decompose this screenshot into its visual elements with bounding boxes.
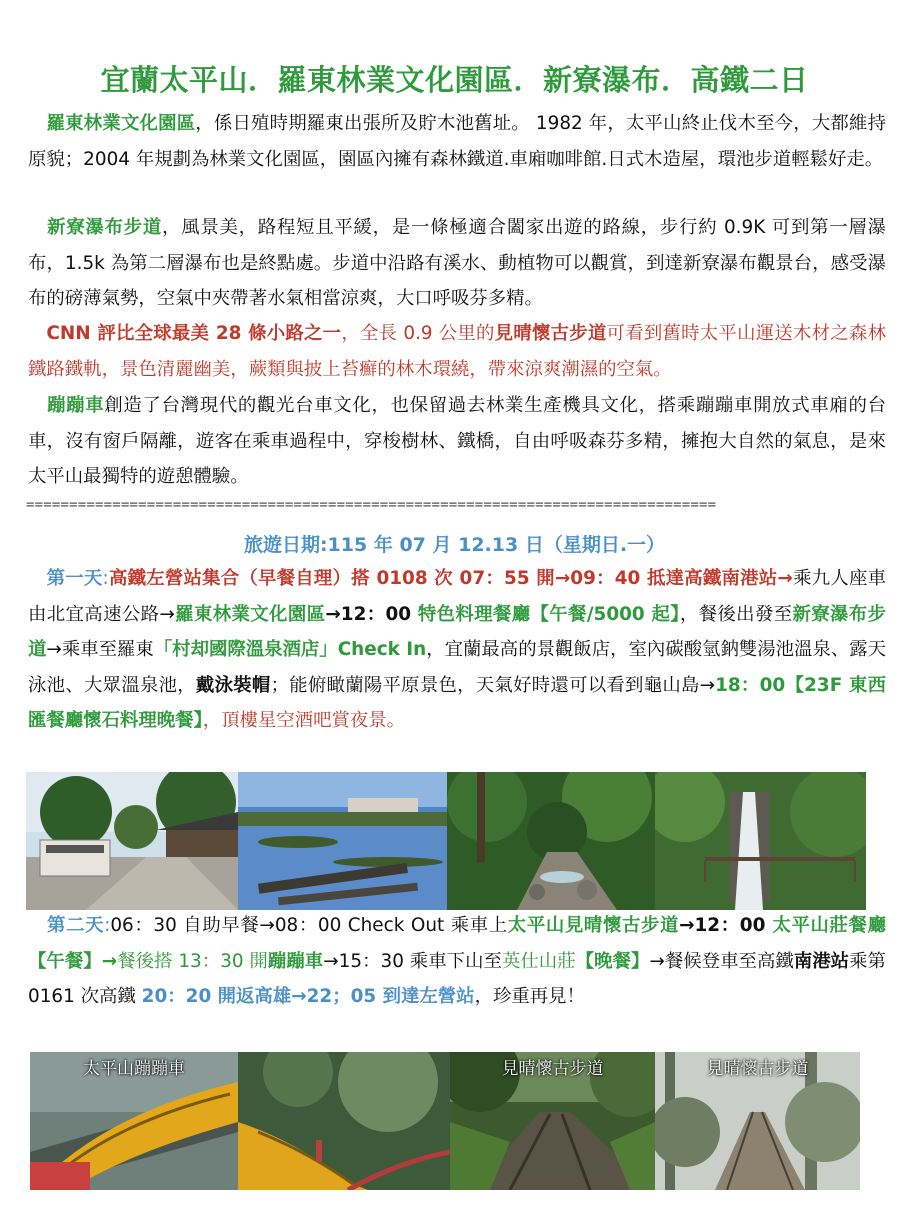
day1-s10: ，宜蘭最高的景觀飯店，室內碳酸氫鈉雙湯池溫泉、露天泳池、大眾溫泉池， <box>28 639 887 696</box>
park-entrance-photo <box>26 772 238 910</box>
trail-photo <box>450 1052 655 1190</box>
day1-photo-row <box>26 772 866 910</box>
day1-s1: 高鐵左營站集合（早餐自理）搭 0108 次 07：55 開→09：40 抵達高鐵南港站→ <box>108 568 793 589</box>
day2-s4: 太平山莊餐廳【午餐】→ <box>28 915 886 972</box>
cnn-lead: CNN 評比全球最美 28 條小路之一 <box>46 323 342 344</box>
day2-photo-row <box>30 1052 860 1190</box>
day1-s13: 18：00【23F 東西匯餐廳懷石料理晚餐】 <box>28 674 886 731</box>
day1-s11: 戴泳裝帽 <box>195 674 271 696</box>
day2-colon: : <box>104 915 111 936</box>
day1-s12: ；能俯瞰蘭陽平原景色，天氣好時還可以看到龜山島→ <box>270 674 716 696</box>
waterfall-photo <box>655 772 866 910</box>
day1-s6: ，餐後出發至 <box>679 603 793 625</box>
intro-luodong <box>28 106 886 177</box>
day2-s9: 【晚餐】 <box>575 950 650 972</box>
day1-label: 第一天 <box>46 568 103 589</box>
xinliao-name: 新寮瀑布步道 <box>46 217 163 238</box>
day1-itinerary <box>28 561 886 739</box>
day1-s8: →乘車至羅東 <box>46 639 154 660</box>
jianqing-mid: ，全長 0.9 公里的 <box>341 323 495 344</box>
intro-jianqing <box>28 316 886 387</box>
day1-s7: 新寮瀑布步道 <box>28 603 886 660</box>
jianqing-name: 見晴懷古步道 <box>494 323 607 344</box>
day2-itinerary <box>28 908 886 1015</box>
day2-s6: 蹦蹦車 <box>267 950 324 972</box>
day2-label: 第二天 <box>46 915 105 936</box>
luodong-name: 羅東林業文化園區 <box>46 113 196 134</box>
forest-stream-photo <box>447 772 655 910</box>
bengbeng-name: 蹦蹦車 <box>46 395 105 416</box>
intro-xinliao <box>28 210 886 317</box>
misty-rail-photo <box>655 1052 860 1190</box>
jianqing-text: 可看到舊時太平山運送木材之森林鐵路鐵軌，景色清麗幽美，蕨類與披上苔癬的林木環繞，帶來涼爽潮濕的空氣。 <box>28 323 886 380</box>
day1-colon: : <box>102 568 109 589</box>
day1-s9: 「村却國際溫泉酒店」Check In <box>153 639 427 660</box>
day2-s7: →15：30 乘車下山至 <box>323 950 502 972</box>
day1-s3: 羅東林業文化園區 <box>174 603 326 625</box>
intro-bengbeng <box>28 388 886 495</box>
day2-s10: →餐候登車至高鐵 <box>649 950 794 972</box>
train-bridge-photo <box>238 1052 450 1190</box>
day2-s13: 20：20 開返高雄→22；05 到達左營站 <box>141 986 475 1007</box>
photo-caption: 太平山蹦蹦車 <box>83 1059 185 1079</box>
day2-s5: 餐後搭 13：30 開 <box>117 950 268 972</box>
xinliao-text: ，風景美，路程短且平緩，是一條極適合闔家出遊的路線，步行約 0.9K 可到第一層瀑布，1.5k 為第二層瀑布也是終點處。步道中沿路有溪水、動植物可以觀賞，到達新寮瀑布觀景台，感受瀑布的磅薄氣勢，空氣中夾帶著水氣相當涼爽，大口呼吸芬多精。 <box>28 217 886 309</box>
day2-s3: →12：00 <box>679 915 773 936</box>
day2-s2: 太平山見晴懷古步道 <box>507 915 680 936</box>
day1-s2: 乘九人座車由北宜高速公路→ <box>28 568 886 625</box>
luodong-text: ，係日殖時期羅東出張所及貯木池舊址。 1982 年，太平山終止伐木至今，大都維持原貌；2004 年規劃為林業文化園區，園區內擁有森林鐵道.車廂咖啡館.日式木造屋，環池步道輕鬆好走。 <box>28 113 886 170</box>
day1-s4: →12：00 <box>325 603 418 625</box>
train-photo <box>30 1052 238 1190</box>
pond-photo <box>238 772 447 910</box>
day2-s8: 英仕山莊 <box>501 950 576 972</box>
day2-s11: 南港站 <box>793 950 850 972</box>
divider-line: ================================================================================ <box>26 497 717 513</box>
photo-caption: 見晴懷古步道 <box>706 1059 809 1079</box>
day2-s12: 乘第 0161 次高鐵 <box>28 950 886 1007</box>
day2-s1: 06：30 自助早餐→08：00 Check Out 乘車上 <box>110 915 508 936</box>
bengbeng-text: 創造了台灣現代的觀光台車文化，也保留過去林業生產機具文化，搭乘蹦蹦車開放式車廂的台車，沒有窗戶隔離，遊客在乘車過程中，穿梭樹林、鐵橋，自由呼吸森芬多精，擁抱大自然的氣息，是來太平山最獨特的遊憩體驗。 <box>28 395 886 487</box>
day2-s14: ，珍重再見！ <box>474 986 585 1007</box>
photo-caption: 見晴懷古步道 <box>501 1059 604 1079</box>
travel-date: 旅遊日期:115 年 07 月 12.13 日（星期日.一） <box>243 534 666 556</box>
day1-s14: ，頂樓星空酒吧賞夜景。 <box>202 710 406 731</box>
page-title: 宜蘭太平山．羅東林業文化園區．新寮瀑布．高鐵二日 <box>100 63 809 97</box>
day1-s5: 特色料理餐廳【午餐/5000 起】 <box>417 603 680 625</box>
